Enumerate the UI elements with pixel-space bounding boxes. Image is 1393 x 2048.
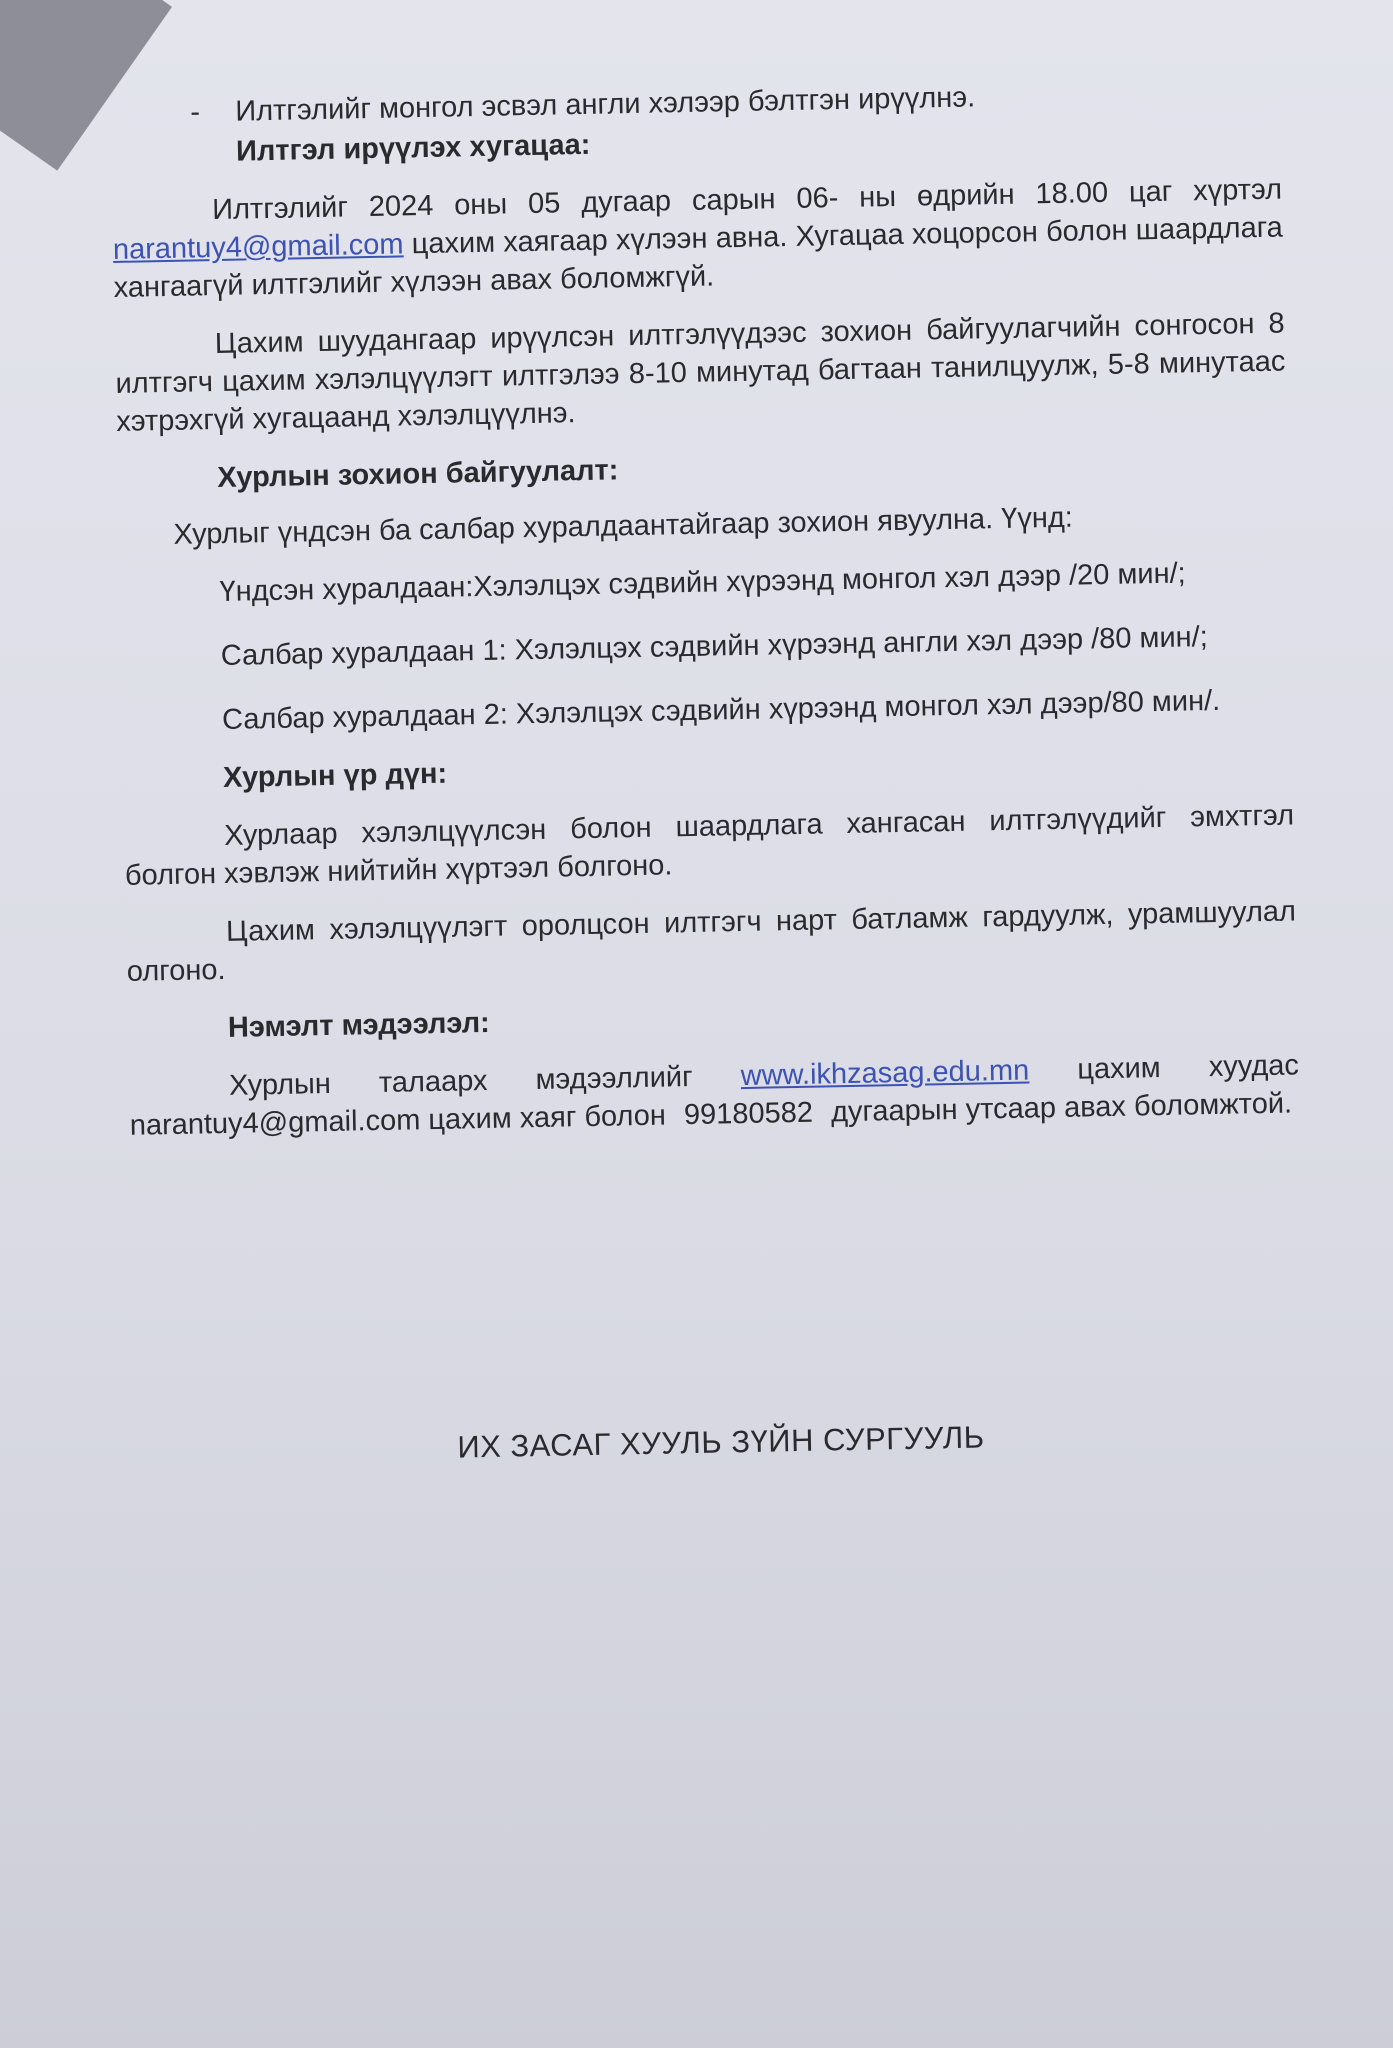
document-body [110,73,1300,1465]
info-text-after: дугаарын утсаар авах боломжтой. [830,1087,1293,1129]
session-2: Салбар хуралдаан 2: Хэлэлцэх сэдвийн хүрээнд монгол хэл дээр/80 мин/. [221,684,1221,736]
bullet-dash: - [190,96,201,129]
organization-intro: Хурлыг үндсэн ба салбар хуралдаантайгаар зохион явуулна. Үүнд: [173,501,1074,551]
session-main: Үндсэн хуралдаан:Хэлэлцэх сэдвийн хүрээнд монгол хэл дээр /20 мин/; [219,557,1187,608]
deadline-paragraph-1 [112,171,1284,307]
signature-organization: ИХ ЗАСАГ ХУУЛЬ ЗҮЙН СУРГУУЛЬ [457,1419,985,1465]
info-heading: Нэмэлт мэдээлэл: [227,1006,491,1044]
phone-number: 99180582 [683,1096,814,1132]
info-text-before: Хурлын талаарх мэдээллийг [228,1060,693,1102]
email-link[interactable]: narantuy4@gmail.com [112,228,404,266]
organization-heading: Хурлын зохион байгуулалт: [217,454,619,495]
result-heading: Хурлын үр дүн: [222,757,448,794]
result-paragraph-1: Хурлаар хэлэлцүүлсэн болон шаардлага хангасан илтгэлүүдийг эмхтгэл болгон хэвлэж нийтийн хүртээл болгоно. [124,799,1295,892]
deadline-text-before: Илтгэлийг 2024 оны 05 дугаар сарын 06- ны өдрийн 18.00 цаг хүртэл [211,173,1283,227]
deadline-paragraph-2: Цахим шуудангаар ирүүлсэн илтгэлүүдээс зохион байгуулагчийн сонгосон 8 илтгэгч цахим хэлэлцүүлэгт илтгэлээ 8-10 минутад багтаан танилцуулж, 5-8 минутаас хэтрэхгүй хугацаанд хэлэлцүүлнэ. [115,307,1286,438]
session-1: Салбар хуралдаан 1: Хэлэлцэх сэдвийн хүрээнд англи хэл дээр /80 мин/; [220,621,1209,672]
result-paragraph-2: Цахим хэлэлцүүлэгт оролцсон илтгэгч нарт батламж гардуулж, урамшуулал олгоно. [126,895,1297,988]
bullet-text: Илтгэлийг монгол эсвэл англи хэлээр бэлтгэн ирүүлнэ. [235,81,976,128]
info-paragraph [129,1046,1300,1144]
info-text-mid: цахим хуудас narantuy4@gmail.com цахим хаяг болон [129,1049,1300,1142]
deadline-heading: Илтгэл ирүүлэх хугацаа: [235,128,591,168]
website-link[interactable]: www.ikhzasag.edu.mn [740,1054,1030,1093]
deadline-text-after: цахим хаягаар хүлээн авна. Хугацаа хоцорсон болон шаардлага хангаагүй илтгэлийг хүлээн авах боломжгүй. [113,211,1284,304]
